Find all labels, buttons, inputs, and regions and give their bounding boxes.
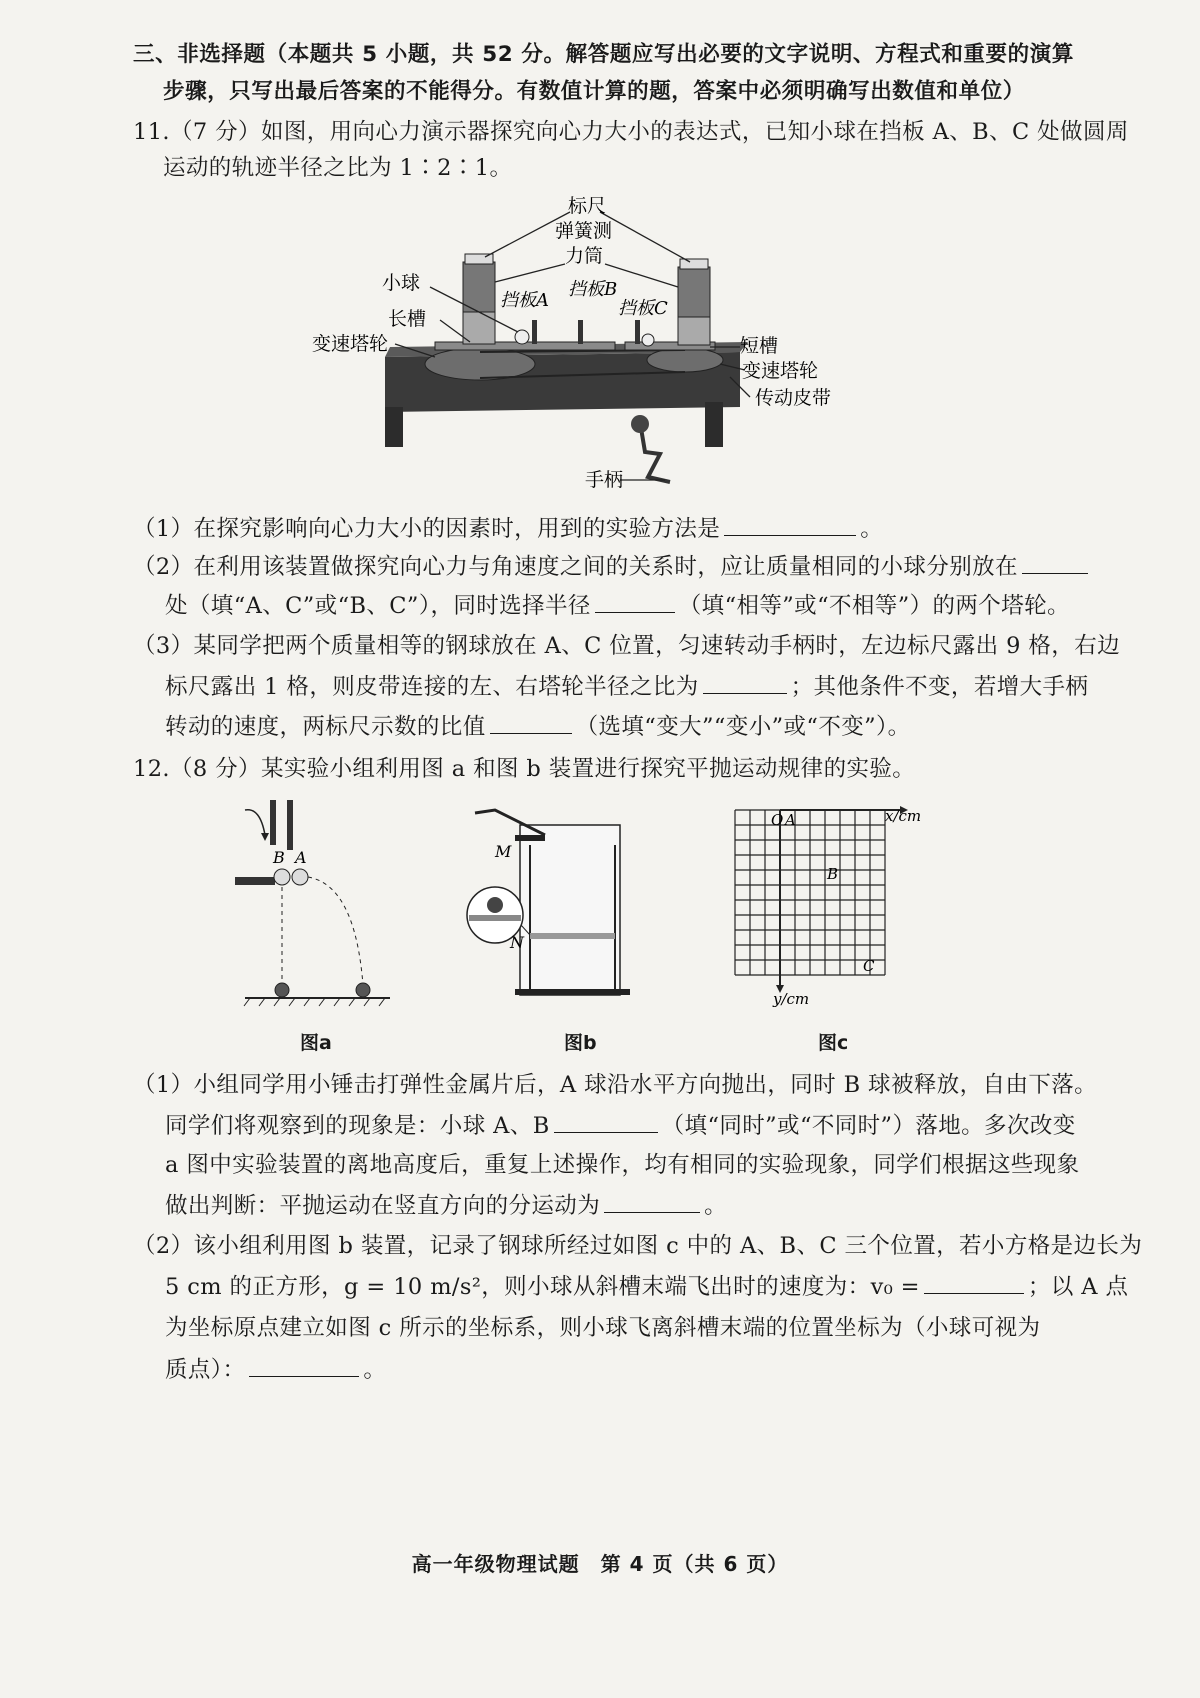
chute-end <box>515 835 545 841</box>
label-spring1: 弹簧测 <box>555 220 613 242</box>
hammer-stand <box>270 800 276 845</box>
q12-part2-line1: （2）该小组利用图 b 装置，记录了钢球所经过如图 c 中的 A、B、C 三个位置，若小方格是边长为 <box>133 1233 1143 1259</box>
label-belt: 传动皮带 <box>755 387 832 409</box>
q11-part3-line2 <box>165 671 1088 702</box>
q11-part3-text2: 标尺露出 1 格，则皮带连接的左、右塔轮半径之比为 <box>165 674 699 700</box>
catching-plate <box>530 933 615 939</box>
metal-sheet <box>287 800 293 850</box>
q11-part2-text: （2）在利用该装置做探究向心力与角速度之间的关系时，应让质量相同的小球分别放在 <box>133 554 1018 580</box>
base-plate <box>515 989 630 995</box>
label-long-groove: 长槽 <box>388 308 427 330</box>
fig-b-label-n: N <box>510 933 524 952</box>
q12-part2-blank2[interactable] <box>249 1354 359 1377</box>
baffle-b-shape <box>578 320 583 344</box>
label-spring2: 力筒 <box>565 245 604 267</box>
magnified-ball <box>487 897 503 913</box>
q12-part2-text2: 5 cm 的正方形，g = 10 m/s²，则小球从斜槽末端飞出时的速度为：v₀ = <box>165 1274 920 1300</box>
ball-b <box>274 869 290 885</box>
baffle-a-shape <box>532 320 537 344</box>
section-header-line1: 三、非选择题（本题共 5 小题，共 52 分。解答题应写出必要的文字说明、方程式和重要的演算 <box>133 42 1074 67</box>
q11-part3-line3 <box>165 711 911 742</box>
q11-stem: 11.（7 分）如图，用向心力演示器探究向心力大小的表达式，已知小球在挡板 A、B、C 处做圆周 <box>133 119 1129 145</box>
baffle-c-shape <box>635 320 640 344</box>
q12-part1-line1: （1）小组同学用小锤击打弹性金属片后，A 球沿水平方向抛出，同时 B 球被释放，自由下落。 <box>133 1072 1098 1098</box>
q12-part1-text3: （填“同时”或“不同时”）落地。多次改变 <box>661 1113 1076 1139</box>
ball-a <box>292 869 308 885</box>
q11-part2-line1 <box>133 551 1092 582</box>
apparatus-leg-left <box>385 407 403 447</box>
fig-c-label-a: A <box>785 811 796 829</box>
q11-part3-text5: （选填“变大”“变小”或“不变”）。 <box>575 714 911 740</box>
fig-c-label-y: y/cm <box>773 990 810 1008</box>
label-baffle-c: 挡板C <box>618 298 668 319</box>
handle-wheel <box>631 415 649 433</box>
q11-stem-line2: 运动的轨迹半径之比为 1∶2∶1。 <box>163 155 513 181</box>
label-wheel-left: 变速塔轮 <box>312 333 389 355</box>
chute <box>475 810 545 835</box>
q12-part2-blank1[interactable] <box>924 1271 1024 1294</box>
label-ball: 小球 <box>382 272 421 294</box>
fig-a-label-b: B <box>273 848 285 867</box>
projectile-path-a <box>308 877 363 985</box>
label-wheel-right: 变速塔轮 <box>742 360 819 382</box>
q12-part1-blank2[interactable] <box>604 1190 700 1213</box>
q11-part3-blank2[interactable] <box>490 711 572 734</box>
figure-c <box>725 795 955 1010</box>
leader-ruler-right <box>600 212 690 262</box>
q12-part2-end: 。 <box>363 1357 387 1383</box>
spring-tube-left <box>463 262 495 312</box>
grid-lines <box>735 810 885 975</box>
spring-right <box>678 317 710 345</box>
hammer-arrowhead <box>261 833 269 841</box>
q11-part2-text3: （填“相等”或“不相等”）的两个塔轮。 <box>678 593 1070 619</box>
q11-part1-blank[interactable] <box>724 513 856 536</box>
spring-tube-right <box>678 267 710 317</box>
q11-part1 <box>133 513 883 544</box>
ground-hatch <box>244 998 385 1006</box>
magnified-plate <box>469 915 521 921</box>
q12-part1-blank1[interactable] <box>554 1110 658 1133</box>
figure-a <box>225 795 400 1025</box>
q12-part1-line2 <box>165 1110 1076 1141</box>
fig-c-label-b: B <box>827 865 839 883</box>
q11-part2-blank2[interactable] <box>595 590 675 613</box>
q11-part1-end: 。 <box>860 516 884 542</box>
spring-left <box>463 312 495 344</box>
fig-a-label-a: A <box>295 848 307 867</box>
figure-c-caption: 图c <box>818 1032 849 1054</box>
page-footer: 高一年级物理试题 第 4 页（共 6 页） <box>411 1552 789 1576</box>
ball-a-ground <box>356 983 370 997</box>
q12-part2-text3: ；以 A 点 <box>1027 1274 1129 1300</box>
q11-part3-blank1[interactable] <box>703 671 787 694</box>
ruler-right <box>680 259 708 269</box>
leader-spring-left <box>495 264 565 282</box>
q11-part2-text2: 处（填“A、C”或“B、C”），同时选择半径 <box>165 593 591 619</box>
label-handle: 手柄 <box>585 469 624 491</box>
q11-part3-line1: （3）某同学把两个质量相等的钢球放在 A、C 位置，匀速转动手柄时，左边标尺露出 9 格，右边 <box>133 633 1121 659</box>
ball-b-ground <box>275 983 289 997</box>
figure-b <box>455 805 655 1020</box>
label-ruler: 标尺 <box>568 195 607 217</box>
q12-part1-line3: a 图中实验装置的离地高度后，重复上述操作，均有相同的实验现象，同学们根据这些现象 <box>165 1152 1080 1178</box>
q12-part1-line4 <box>165 1190 727 1221</box>
fig-c-label-o: O <box>771 811 784 829</box>
q12-part1-end: 。 <box>704 1193 728 1219</box>
q11-part3-text4: 转动的速度，两标尺示数的比值 <box>165 714 486 740</box>
label-baffle-b: 挡板B <box>568 279 618 300</box>
centripetal-apparatus-figure <box>300 192 860 497</box>
figure-a-caption: 图a <box>300 1032 332 1054</box>
speed-wheel-left <box>425 348 535 380</box>
q11-part1-text: （1）在探究影响向心力大小的因素时，用到的实验方法是 <box>133 516 721 542</box>
label-baffle-a: 挡板A <box>500 290 549 311</box>
q12-part1-text4: 做出判断：平抛运动在竖直方向的分运动为 <box>165 1193 601 1219</box>
fig-c-label-c: C <box>863 957 875 975</box>
q12-part2-line3: 为坐标原点建立如图 c 所示的坐标系，则小球飞离斜槽末端的位置坐标为（小球可视为 <box>165 1315 1041 1341</box>
ball-right <box>642 334 654 346</box>
hammer-arrow <box>245 810 265 835</box>
section-header-line2: 步骤，只写出最后答案的不能得分。有数值计算的题，答案中必须明确写出数值和单位） <box>163 79 1025 104</box>
q11-part2-line2 <box>165 590 1070 621</box>
q12-part2-line4 <box>165 1354 386 1385</box>
speed-wheel-right <box>647 348 723 372</box>
apparatus-leg-right <box>705 402 723 447</box>
q12-part2-text4: 质点）： <box>165 1357 246 1383</box>
label-short-groove: 短槽 <box>740 335 779 357</box>
q11-part3-text3: ；其他条件不变，若增大手柄 <box>790 674 1089 700</box>
q12-part2-line2 <box>165 1271 1128 1302</box>
q12-stem: 12.（8 分）某实验小组利用图 a 和图 b 装置进行探究平抛运动规律的实验。 <box>133 756 916 782</box>
fig-c-label-x: x/cm <box>885 807 922 825</box>
fig-b-label-m: M <box>495 842 512 861</box>
figure-b-caption: 图b <box>564 1032 597 1054</box>
q12-part1-text2: 同学们将观察到的现象是：小球 A、B <box>165 1113 550 1139</box>
platform <box>235 877 275 885</box>
board <box>520 825 620 995</box>
q11-part2-blank1[interactable] <box>1022 551 1088 574</box>
